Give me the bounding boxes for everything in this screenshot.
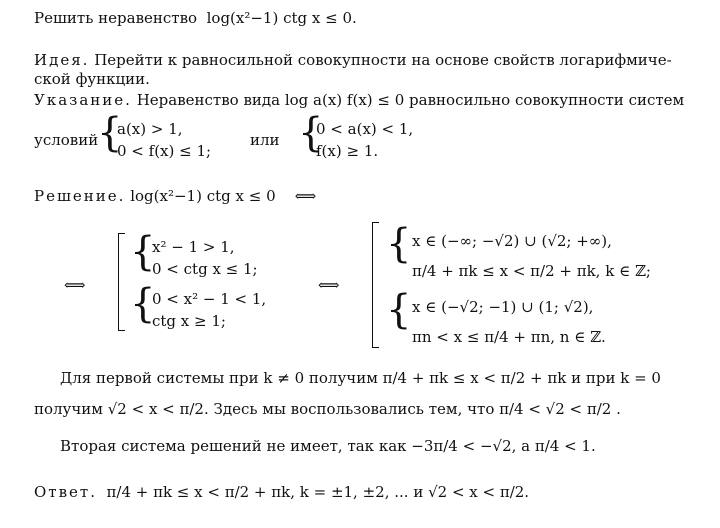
paragraph-1-line-2: получим √2 < x < π/2. Здесь мы воспользовались тем, что π/4 < √2 < π/2 . [34, 400, 621, 418]
left-system-2: 0 < x² − 1 < 1, ctg x ≥ 1; [152, 290, 267, 330]
brace-icon: { [298, 110, 324, 156]
problem-expression: log(x²−1) ctg x ≤ 0. [206, 9, 357, 27]
hint-word: условий [34, 131, 99, 149]
problem-statement: Решить неравенство log(x²−1) ctg x ≤ 0. [34, 9, 357, 27]
bracket-icon [372, 222, 379, 348]
equiv-symbol: ⟺ [64, 276, 86, 294]
hint-line: Указание. Неравенство вида log a(x) f(x) ≤ 0 равносильно совокупности систем [34, 91, 685, 109]
idea-line-2: ской функции. [34, 70, 150, 88]
brace-icon: { [386, 221, 412, 267]
answer-line: Ответ. π/4 + πk ≤ x < π/2 + πk, k = ±1, ±2, ... и √2 < x < π/2. [34, 483, 530, 501]
idea-line-1: Идея. Перейти к равносильной совокупности на основе свойств логарифмиче- [34, 51, 672, 69]
left-system-1: x² − 1 > 1, 0 < ctg x ≤ 1; [152, 238, 258, 278]
brace-icon: { [97, 110, 123, 156]
bracket-icon [118, 233, 125, 331]
paragraph-1-line-1: Для первой системы при k ≠ 0 получим π/4 + πk ≤ x < π/2 + πk и при k = 0 [60, 369, 661, 387]
brace-icon: { [130, 229, 156, 275]
brace-icon: { [130, 281, 156, 327]
paragraph-2: Вторая система решений не имеет, так как −3π/4 < −√2, а π/4 < 1. [60, 437, 596, 455]
hint-system-1: a(x) > 1, 0 < f(x) ≤ 1; [117, 120, 212, 160]
brace-icon: { [386, 287, 412, 333]
equiv-symbol: ⟺ [318, 276, 340, 294]
hint-or: или [250, 131, 280, 149]
right-system-1: x ∈ (−∞; −√2) ∪ (√2; +∞), π/4 + πk ≤ x < π/2 + πk, k ∈ ℤ; [412, 232, 651, 280]
hint-system-2: 0 < a(x) < 1, f(x) ≥ 1. [316, 120, 414, 160]
right-system-2: x ∈ (−√2; −1) ∪ (1; √2), πn < x ≤ π/4 + πn, n ∈ ℤ. [412, 298, 606, 346]
solution-line: Решение. log(x²−1) ctg x ≤ 0 ⟺ [34, 187, 317, 205]
